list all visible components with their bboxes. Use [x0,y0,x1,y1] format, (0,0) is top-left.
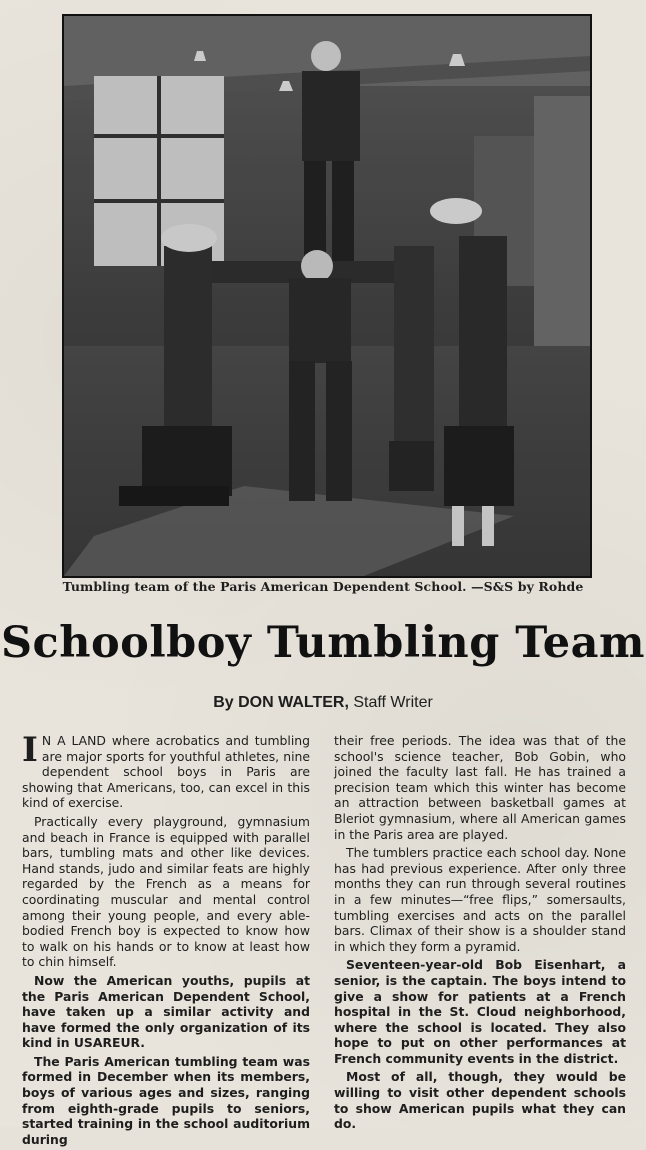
article-paragraph: Seventeen-year-old Bob Eisenhart, a senior, is the captain. The boys intend to give a show for patients at a French hospital in the St. Cloud neighborhood, where the school is located. They also hope to put on other performances at French community events in the district. [334,957,626,1066]
byline-author: DON WALTER, [238,694,349,711]
photo-illustration [64,16,590,576]
article-paragraph: The Paris American tumbling team was formed in December when its members, boys of various ages and sizes, ranging from eighth-grade pupils to seniors, started training in the school auditorium during [22,1053,310,1147]
paragraph-text: N A LAND where acrobatics and tumbling are major sports for youthful athletes, nine dependent school boys in Paris are showing that Americans, too, can excel in this kind of exercise. [22,733,310,811]
article-paragraph: Practically every playground, gymnasium and beach in France is equipped with parallel bars, tumbling mats and other like devices. Hand stands, judo and similar feats are highly regarded by the French as a means for coordinating muscular and mental control among their young people, and every able-bodied French boy is expected to know how to walk on his hands or to know at least how to chin himself. [22,813,310,970]
headline: Schoolboy Tumbling Team [0,618,646,668]
byline [0,694,646,712]
article-paragraph: Most of all, though, they would be willing to visit other dependent schools to show American pupils what they can do. [334,1069,626,1132]
article-paragraph: their free periods. The idea was that of the school's science teacher, Bob Gobin, who joined the faculty last fall. He has trained a precision team which this winter has become an attraction between basketball games at Bleriot gymnasium, where all American games in the Paris area are played. [334,733,626,842]
article-paragraph: The tumblers practice each school day. None has had previous experience. After only three months they can run through several routines in a few minutes—“free flips,” somersaults, tumbling exercises and acts on the parallel bars. Climax of their show is a shoulder stand in which they form a pyramid. [334,845,626,954]
tumbling-team-photo [62,14,592,578]
byline-prefix: By [213,694,234,711]
article-paragraph: Now the American youths, pupils at the Paris American Dependent School, have taken up a similar activity and have formed the only organization of its kind in USAREUR. [22,972,310,1051]
photo-caption: Tumbling team of the Paris American Dependent School. —S&S by Rohde [62,579,584,594]
article-column-left [22,730,310,1150]
article-paragraph [22,730,310,811]
byline-role: Staff Writer [353,694,433,711]
article-column-right [334,733,626,1135]
drop-cap: I [22,730,38,770]
